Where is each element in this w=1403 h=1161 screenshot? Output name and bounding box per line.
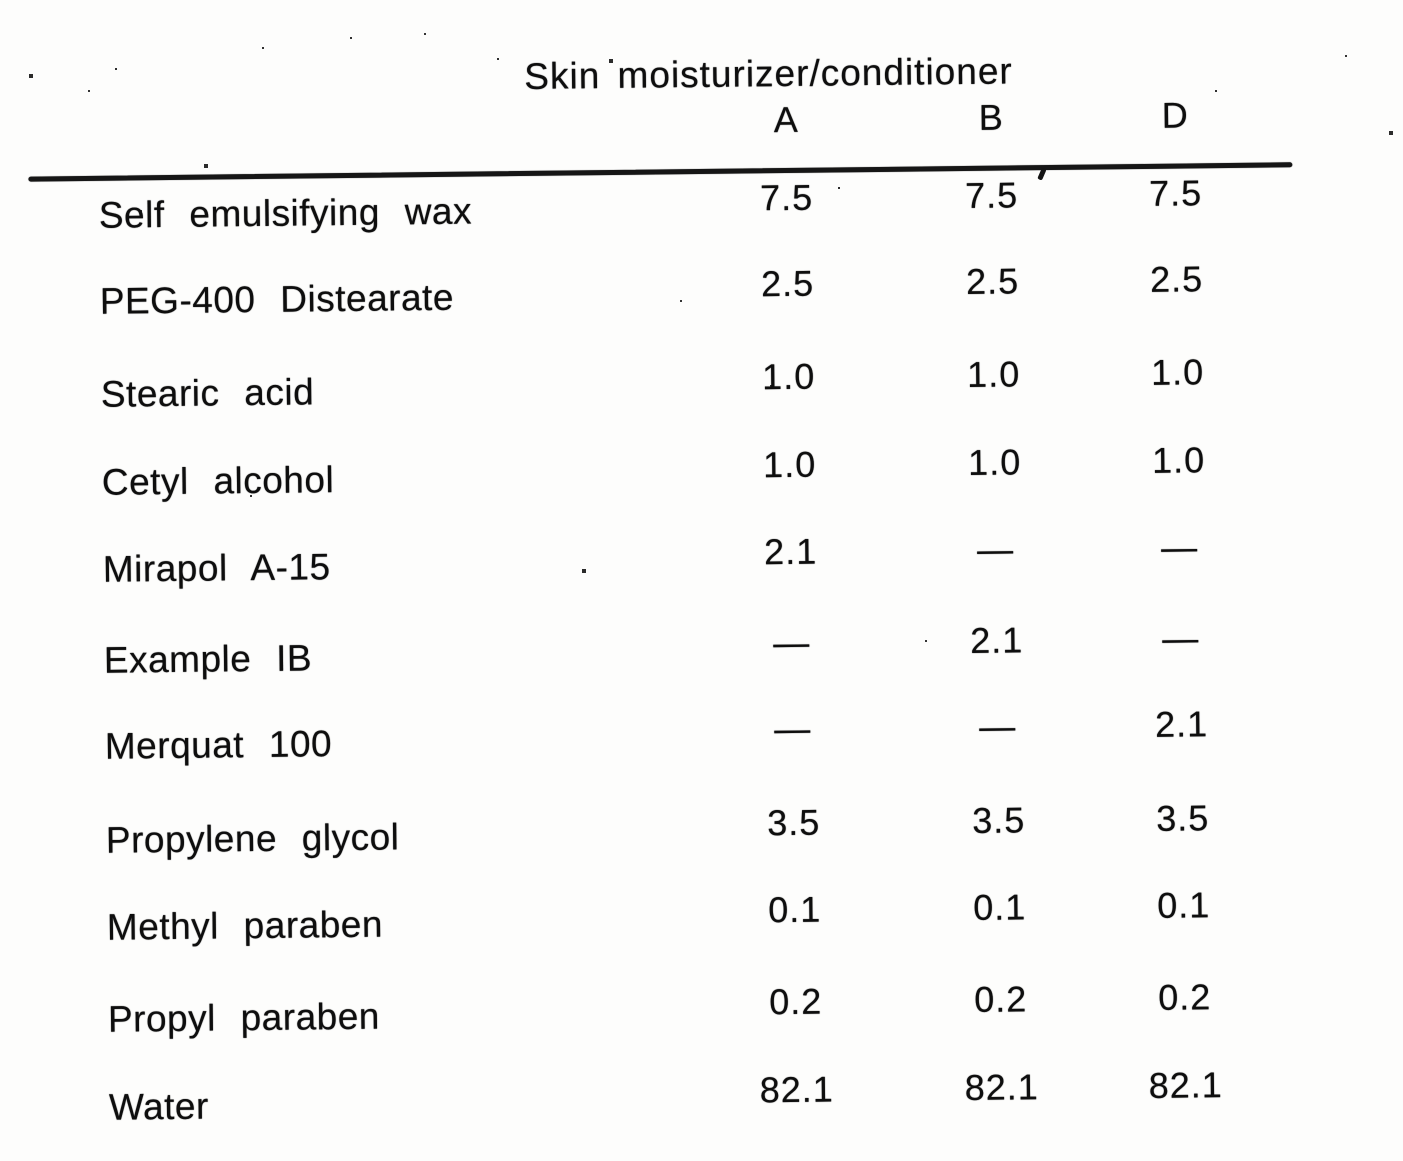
table-row	[0, 351, 1401, 425]
table-row	[0, 526, 1403, 600]
value-b: —	[978, 705, 1017, 747]
value-d: 82.1	[1148, 1064, 1224, 1106]
value-d: —	[1160, 526, 1199, 568]
scan-noise-specks	[0, 0, 2, 2]
value-b: 3.5	[971, 799, 1026, 841]
value-b: 7.5	[964, 174, 1019, 216]
table-row	[0, 439, 1402, 513]
value-b: 0.1	[972, 886, 1027, 928]
ingredient-label: PEG-400 Distearate	[99, 276, 455, 322]
value-b: 2.1	[969, 619, 1024, 661]
ingredient-label: Cetyl alcohol	[101, 459, 335, 503]
column-header-b: B	[978, 96, 1004, 138]
value-b: —	[976, 528, 1015, 570]
value-d: 2.1	[1154, 703, 1209, 745]
column-header-a: A	[773, 98, 799, 141]
table-row	[2, 703, 1403, 777]
value-a: 2.5	[760, 262, 815, 305]
header-rule	[28, 162, 1292, 181]
value-a: 1.0	[761, 355, 816, 398]
table-row	[1, 617, 1403, 691]
value-d: 1.0	[1150, 351, 1205, 393]
value-d: 0.1	[1156, 884, 1211, 926]
value-a: 0.1	[767, 888, 822, 931]
value-a: —	[773, 707, 812, 750]
value-d: 7.5	[1148, 172, 1203, 214]
value-a: 1.0	[762, 443, 817, 486]
ingredient-label: Merquat 100	[104, 723, 333, 767]
value-d: —	[1161, 617, 1200, 659]
table-row	[3, 797, 1403, 871]
ingredient-label: Water	[108, 1085, 209, 1128]
value-a: 82.1	[759, 1068, 835, 1111]
value-b: 2.5	[965, 260, 1020, 302]
ingredient-label: Propylene glycol	[105, 816, 400, 861]
table-row	[5, 976, 1403, 1050]
value-d: 3.5	[1155, 797, 1210, 839]
value-b: 1.0	[966, 353, 1021, 395]
value-b: 1.0	[967, 441, 1022, 483]
value-a: 7.5	[759, 176, 814, 219]
ingredient-label: Propyl paraben	[107, 995, 381, 1040]
value-d: 1.0	[1151, 439, 1206, 481]
table-title: Skin moisturizer/conditioner	[524, 50, 1013, 97]
value-a: —	[772, 621, 811, 664]
value-a: 2.1	[763, 530, 818, 573]
ingredient-label: Self emulsifying wax	[98, 190, 473, 236]
ingredient-label: Mirapol A-15	[102, 546, 331, 590]
value-a: 0.2	[769, 980, 823, 1023]
value-b: 82.1	[964, 1066, 1040, 1109]
ingredient-label: Example IB	[103, 637, 313, 681]
table-row	[6, 1064, 1403, 1138]
table-row	[0, 258, 1400, 332]
column-header-d: D	[1161, 94, 1188, 136]
value-b: 0.2	[974, 978, 1028, 1020]
table-row	[0, 172, 1399, 246]
ingredient-label: Methyl paraben	[106, 903, 384, 948]
value-d: 0.2	[1158, 976, 1212, 1018]
table-row	[4, 884, 1403, 958]
value-a: 3.5	[766, 801, 821, 844]
value-d: 2.5	[1149, 258, 1204, 300]
ingredient-label: Stearic acid	[100, 371, 315, 415]
